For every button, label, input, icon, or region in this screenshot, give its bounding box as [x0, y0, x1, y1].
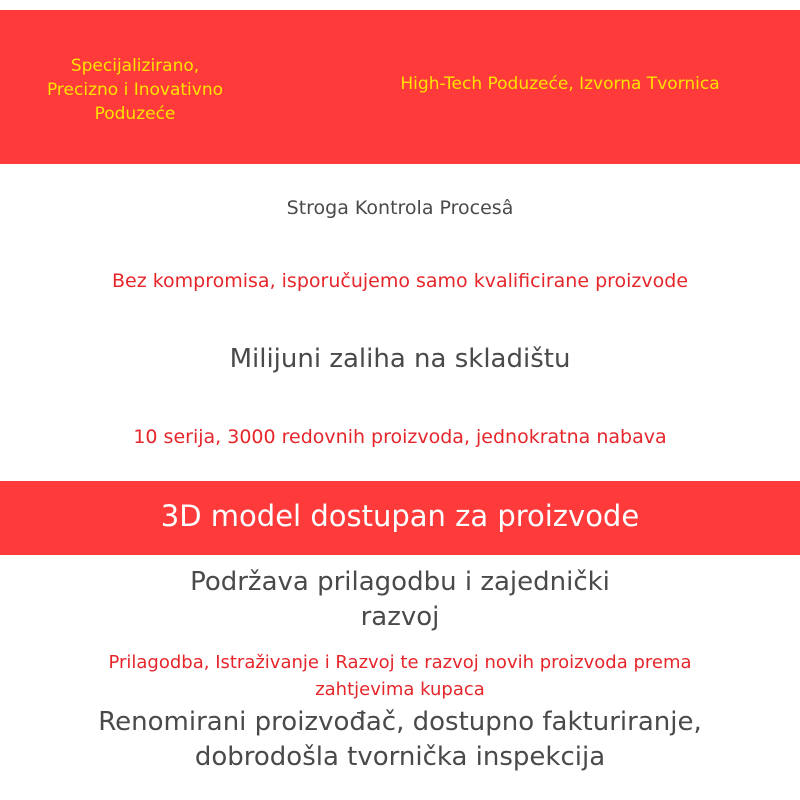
customization-heading-line1: Podržava prilagodbu i zajednički [190, 567, 610, 597]
manufacturer-line2: dobrodošla tvornička inspekcija [194, 742, 606, 772]
customization-subtext-line1: Prilagodba, Istraživanje i Razvoj te razvoj novih proizvoda prema [108, 652, 692, 673]
mid-banner-text: 3D model dostupan za proizvode [160, 499, 640, 533]
stock-heading: Milijuni zaliha na skladištu [229, 344, 571, 374]
manufacturer-line1: Renomirani proizvođač, dostupno fakturiranje, [98, 707, 702, 737]
top-banner-right-text: High-Tech Poduzeće, Izvorna Tvornica [400, 74, 720, 94]
customization-heading-line2: razvoj [360, 602, 440, 632]
series-text: 10 serija, 3000 redovnih proizvoda, jednokratna nabava [133, 426, 667, 448]
customization-subtext-line2: zahtjevima kupaca [315, 679, 485, 700]
no-compromise-text: Bez kompromisa, isporučujemo samo kvalificirane proizvode [111, 270, 689, 292]
process-control-heading: Stroga Kontrola Procesâ [286, 197, 514, 219]
top-banner-left-text: Specijalizirano, Precizno i Inovativno Poduzeće [46, 56, 224, 124]
